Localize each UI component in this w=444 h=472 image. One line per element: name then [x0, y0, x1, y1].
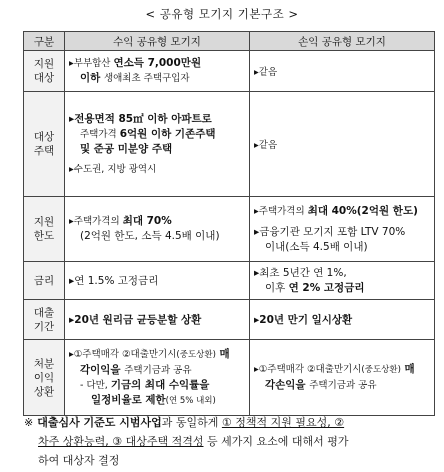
- footnote: ※ 대출심사 기준도 시범사업과 동일하게 ① 정책적 지원 필요성, ② 차주 상환능력, ③ 대상주택 적격성 등 세가지 요소에 대해서 평가 하여 대상자 결정: [24, 416, 349, 467]
- profit-cell: ▸전용면적 85㎡ 이하 아파트로 주택가격 6억원 이하 기존주택 및 준공 미분양 주택 ▸수도권, 지방 광역시: [65, 92, 250, 197]
- loss-cell: ▸같음: [250, 51, 435, 92]
- row-category: 대상 주택: [24, 92, 65, 197]
- header-loss-sharing: 손익 공유형 모기지: [250, 32, 435, 51]
- profit-cell: ▸부부합산 연소득 7,000만원 이하 생애최초 주택구입자: [65, 51, 250, 92]
- loss-cell: ▸같음: [250, 92, 435, 197]
- profit-cell: ▸연 1.5% 고정금리: [65, 262, 250, 300]
- table-row: [24, 340, 435, 416]
- loss-cell: ▸20년 만기 일시상환: [250, 300, 435, 340]
- table-row: [24, 51, 435, 92]
- loss-cell: ▸①주택매각 ②대출만기시(중도상환) 매 각손익을 주택기금과 공유: [250, 340, 435, 416]
- note-mark: ※: [24, 416, 34, 429]
- table-row: [24, 300, 435, 340]
- row-category: 지원 한도: [24, 197, 65, 262]
- loss-cell: ▸주택가격의 최대 40%(2억원 한도) ▸금융기관 모기지 포함 LTV 70% 이내(소득 4.5배 이내): [250, 197, 435, 262]
- row-category: 지원 대상: [24, 51, 65, 92]
- page-title: < 공유형 모기지 기본구조 >: [145, 7, 299, 21]
- table-row: [24, 262, 435, 300]
- header-profit-sharing: 수익 공유형 모기지: [65, 32, 250, 51]
- mortgage-structure-table: [23, 31, 435, 416]
- header-category: 구분: [24, 32, 65, 51]
- row-category: 금리: [24, 262, 65, 300]
- row-category: 대출 기간: [24, 300, 65, 340]
- table-row: [24, 197, 435, 262]
- profit-cell: ▸20년 원리금 균등분할 상환: [65, 300, 250, 340]
- row-category: 처분 이익 상환: [24, 340, 65, 416]
- profit-cell: ▸①주택매각 ②대출만기시(중도상환) 매 각이익을 주택기금과 공유 - 다만, 기금의 최대 수익률을 일정비율로 제한(연 5% 내외): [65, 340, 250, 416]
- profit-cell: ▸주택가격의 최대 70% (2억원 한도, 소득 4.5배 이내): [65, 197, 250, 262]
- table-row: [24, 92, 435, 197]
- table-header-row: [24, 32, 435, 51]
- loss-cell: ▸최초 5년간 연 1%, 이후 연 2% 고정금리: [250, 262, 435, 300]
